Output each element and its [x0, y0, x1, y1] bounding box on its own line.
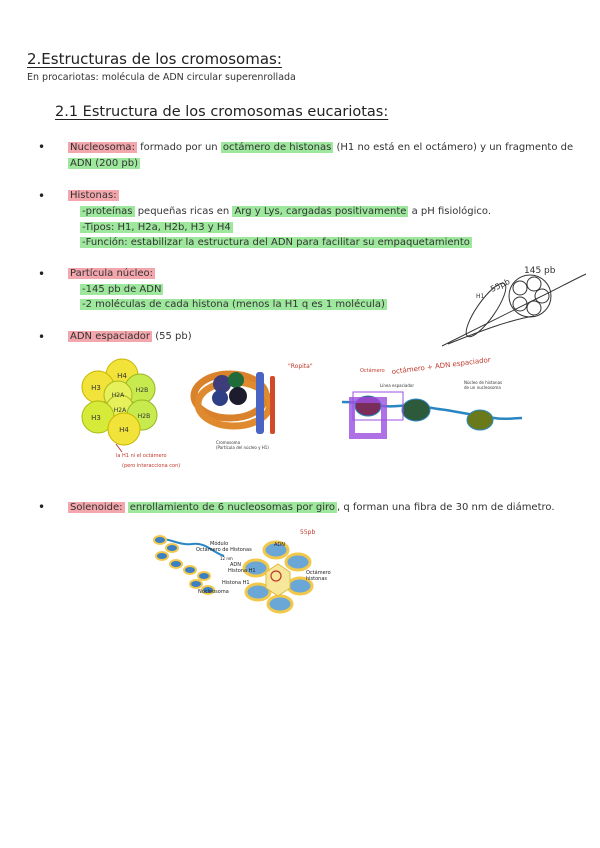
- highlight: enrollamiento de 6 nucleosomas por giro: [129, 502, 336, 513]
- highlight: -2 moléculas de cada histona (menos la H1 q es 1 molécula): [82, 299, 385, 310]
- bullet-icon: •: [38, 330, 46, 344]
- term-adn-espaciador: ADN espaciador: [70, 331, 151, 342]
- octamer-label: H2B: [135, 387, 149, 394]
- text: , q forman una fibra de 30 nm de diámetro.: [337, 502, 555, 513]
- term-nucleosoma: Nucleosoma:: [70, 142, 135, 153]
- octamer-label: H2A: [111, 392, 125, 399]
- string-annot-small: Octámero: [360, 368, 385, 374]
- highlight: octámero de histonas: [222, 142, 332, 153]
- espaciador-line: [68, 331, 192, 342]
- bullet-icon: •: [38, 267, 46, 281]
- term-solenoide: Solenoide:: [70, 502, 123, 513]
- subtitle-procariotas: En procariotas: molécula de ADN circular superenrollada: [27, 72, 296, 83]
- histone-octamer-figure: [78, 356, 190, 472]
- nucleosome-ribbon-figure: [190, 358, 318, 454]
- term-histonas: Histonas:: [70, 190, 117, 201]
- highlight: ADN (200 pb): [70, 158, 138, 169]
- bullet-icon: •: [38, 189, 46, 203]
- nucleosome-sketch: [438, 258, 588, 350]
- solenoid-label: ADN: [274, 542, 286, 548]
- highlight: -Tipos: H1, H2a, H2b, H3 y H4: [82, 222, 231, 233]
- highlight: -proteínas: [82, 206, 133, 217]
- string-label-2a: Núcleo de histonas: [464, 380, 503, 385]
- nucleosoma-line-1: [68, 142, 573, 153]
- ribbon-caption-2: (Partícula del núcleo y H1): [216, 445, 269, 450]
- text: a pH fisiológico.: [411, 206, 492, 217]
- ribbon-caption-1: Cromosoma: [216, 440, 241, 445]
- histonas-term-line: [68, 190, 119, 201]
- octamer-label: H3: [91, 414, 101, 422]
- text: (55 pb): [155, 331, 192, 342]
- histonas-line-1: [80, 206, 491, 217]
- solenoid-label: Módulo: [210, 541, 229, 547]
- bullet-icon: •: [38, 500, 46, 514]
- string-annotation: octámero + ADN espaciador: [391, 356, 492, 376]
- octamer-label: H2A: [113, 407, 127, 414]
- octamer-label: H3: [91, 384, 101, 392]
- sketch-label-h1: H1: [476, 293, 485, 300]
- solenoid-label: Histona H1: [228, 568, 256, 574]
- string-label-1: Línea espaciador: [380, 383, 414, 388]
- page-title: 2.Estructuras de los cromosomas:: [27, 50, 282, 68]
- solenoid-label: 12 nm: [220, 556, 233, 561]
- solenoid-label: Histona H1: [222, 580, 250, 586]
- nucleosoma-line-2: [68, 158, 140, 169]
- highlight: -Función: estabilizar la estructura del ADN para facilitar su empaquetamiento: [82, 237, 470, 248]
- solenoid-label: ADN: [230, 562, 242, 568]
- particula-line-1: [80, 284, 163, 295]
- octamer-label: H4: [117, 372, 127, 380]
- solenoid-label: histonas: [306, 576, 328, 582]
- solenoid-label: Octámero de Histonas: [196, 547, 252, 553]
- ropita-note: "Ropita": [288, 363, 313, 370]
- sketch-label-55pb: 55pb: [489, 277, 512, 294]
- solenoide-line: [68, 502, 555, 513]
- string-label-2b: de un nucleosoma: [464, 385, 501, 390]
- particula-line-2: [80, 299, 387, 310]
- solenoid-label: Nucleosoma: [198, 589, 229, 595]
- octamer-note-2: (pero interacciona con): [122, 463, 181, 469]
- octamer-note-1: la H1 ni el octámero: [116, 453, 167, 459]
- highlight: -145 pb de ADN: [82, 284, 162, 295]
- text: pequeñas ricas en: [137, 206, 230, 217]
- solenoid-label: Octámero: [306, 570, 331, 576]
- highlight: Arg y Lys, cargadas positivamente: [234, 206, 407, 217]
- histonas-line-3: [80, 237, 472, 248]
- particula-term-line: [68, 268, 155, 279]
- bullet-icon: •: [38, 140, 46, 154]
- octamer-label: H2B: [137, 413, 151, 420]
- histonas-line-2: [80, 222, 233, 233]
- sketch-label-145pb: 145 pb: [524, 266, 556, 276]
- term-particula: Partícula núcleo:: [70, 268, 154, 279]
- text: (H1 no está en el octámero) y un fragmento de: [336, 142, 574, 153]
- solenoid-figure: [148, 526, 332, 632]
- section-heading: 2.1 Estructura de los cromosomas eucariotas:: [55, 104, 389, 120]
- text: formado por un: [140, 142, 218, 153]
- solenoid-annotation: 55pb: [300, 529, 316, 536]
- octamer-label: H4: [119, 426, 129, 434]
- beads-on-string-figure: [338, 356, 524, 440]
